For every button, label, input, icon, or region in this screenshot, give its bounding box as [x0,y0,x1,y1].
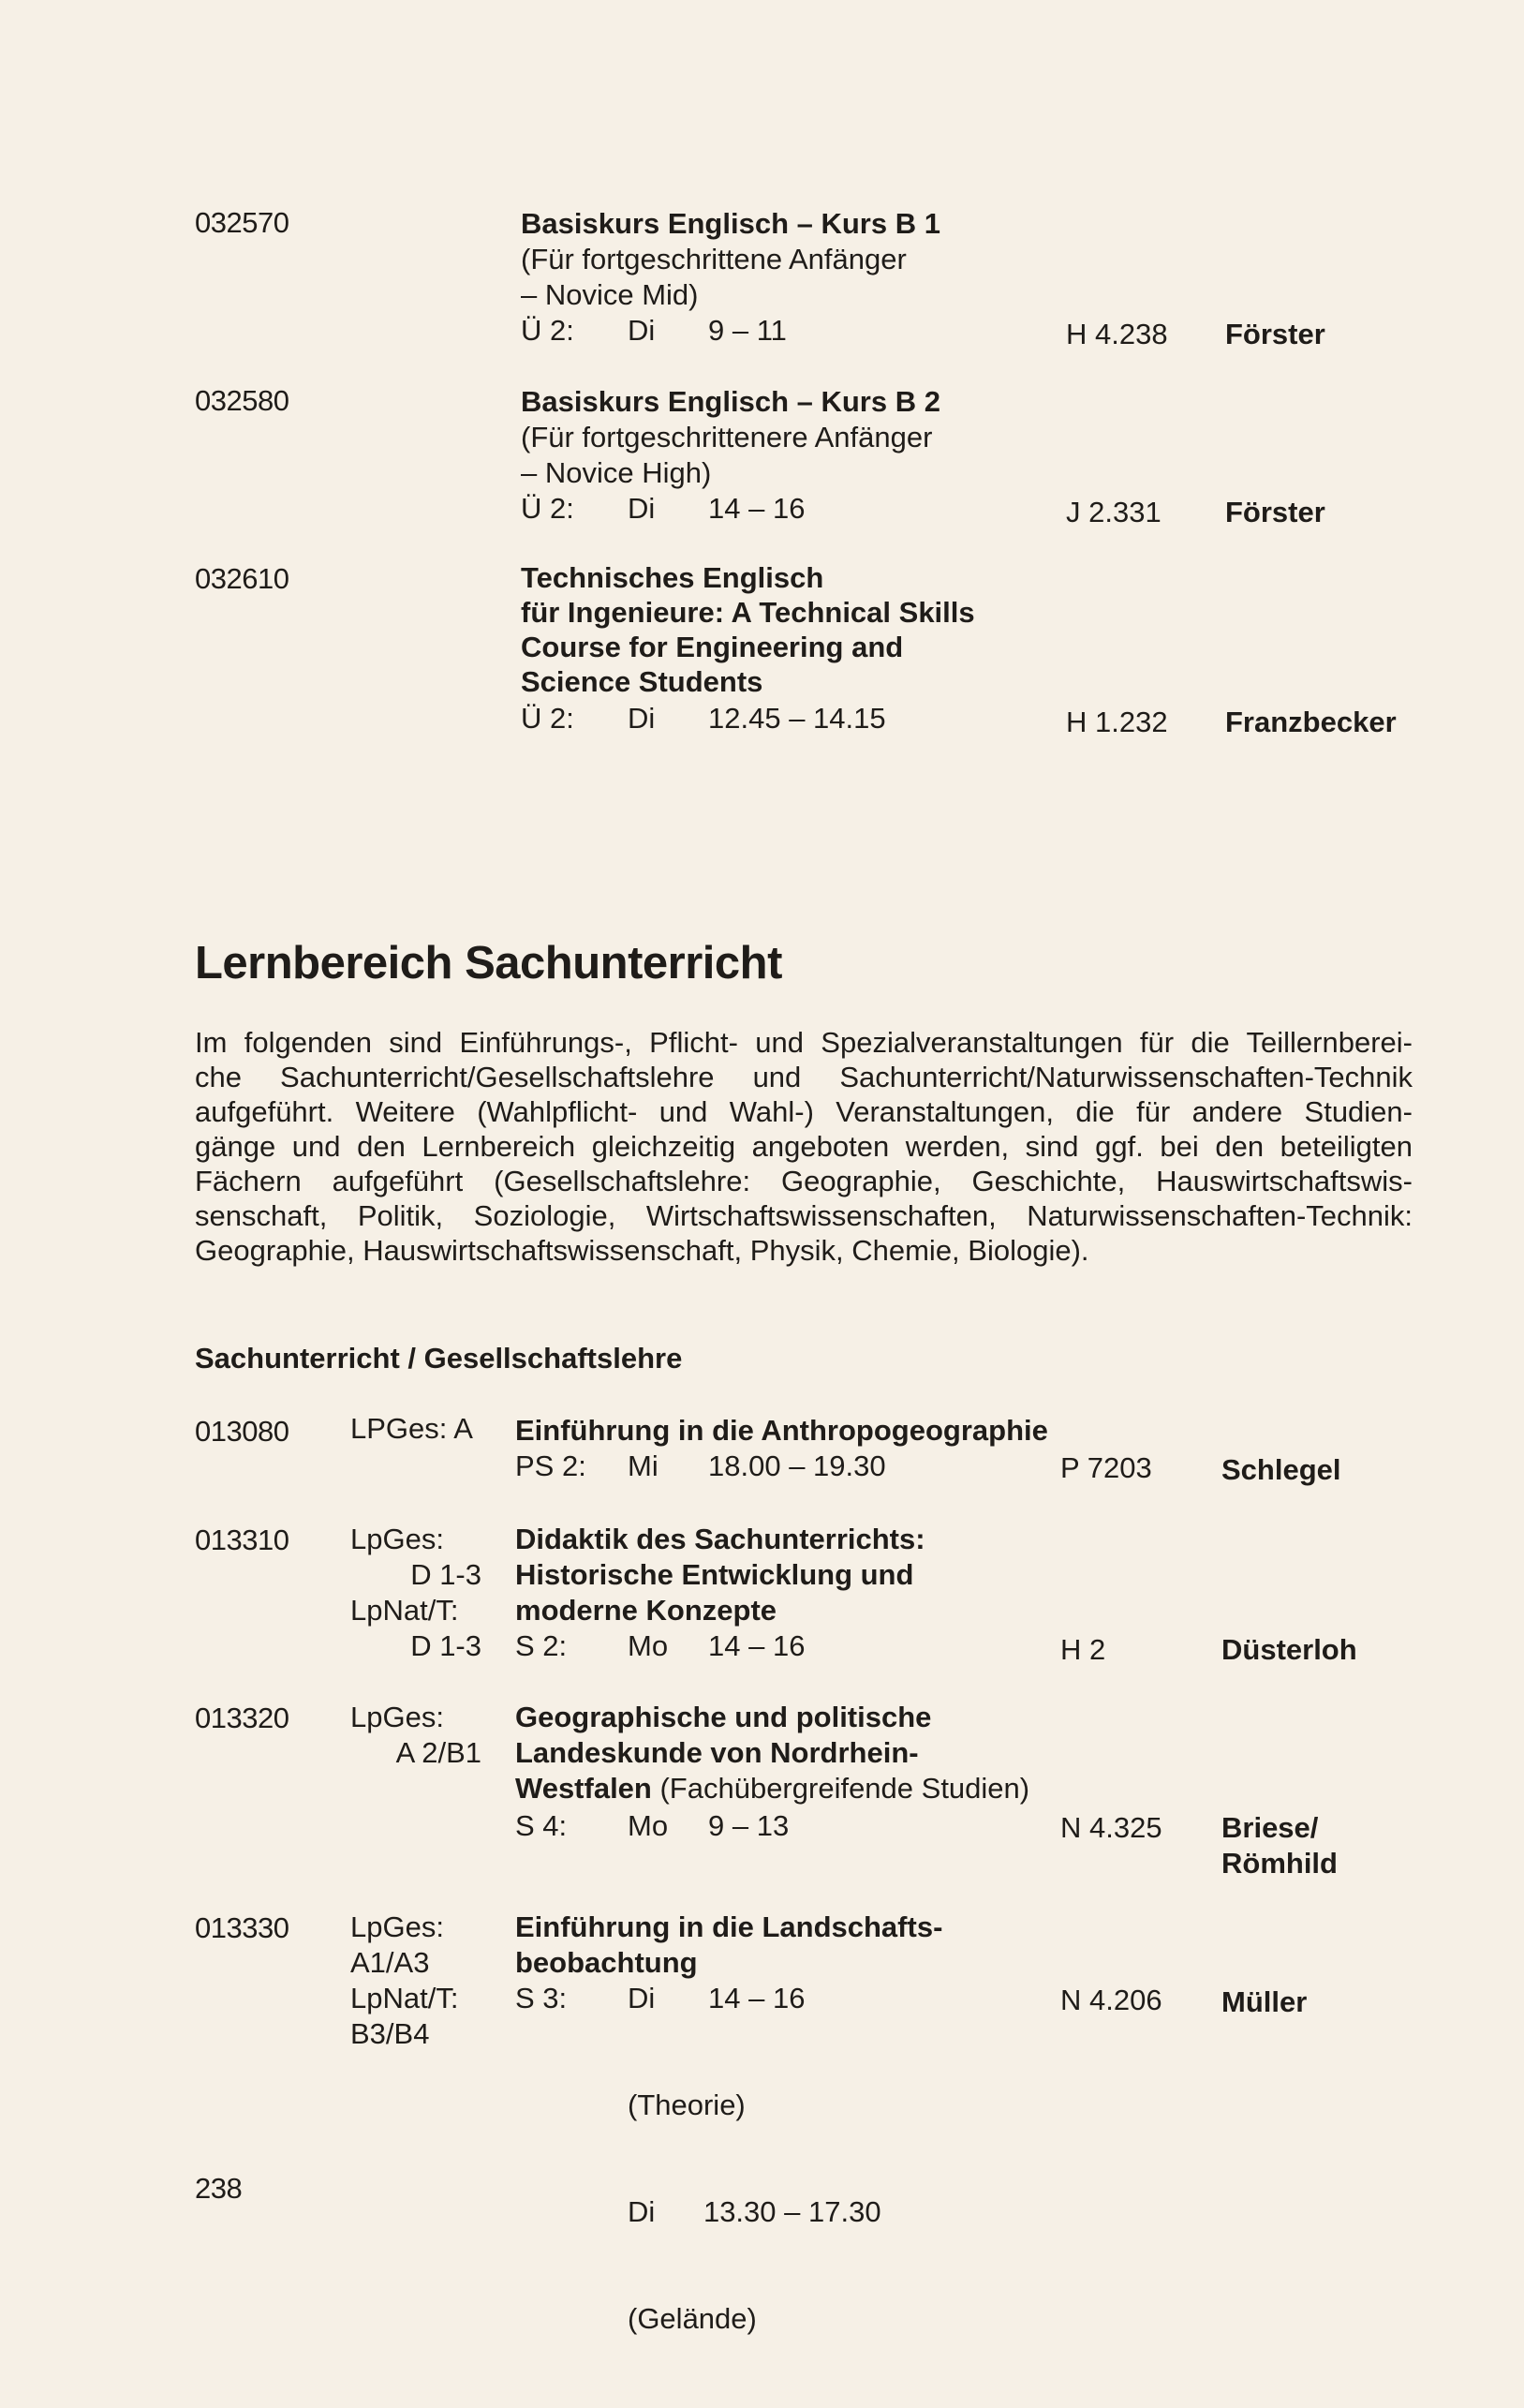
course-description [521,384,940,491]
course-time: 14 – 16 [708,1982,806,2014]
code-line: LpGes: [350,1910,444,1943]
course-room: N 4.325 [1060,1811,1162,1844]
course-lecturer: Düsterloh [1221,1633,1357,1666]
course-type: S 2: [515,1629,568,1662]
course-title: Westfalen [515,1772,652,1805]
code-line: A1/A3 [350,1946,430,1979]
course-code [350,1910,458,2052]
code-line: LpGes: [350,1523,444,1555]
course-code [350,1700,481,1771]
course-title: beobachtung [515,1946,698,1979]
course-type: S 3: [515,1982,568,2014]
section-heading: Lernbereich Sachunterricht [195,938,782,988]
course-time: 18.00 – 19.30 [708,1449,886,1482]
course-title: Landeskunde von Nordrhein- [515,1736,919,1769]
schedule-line: Di 13.30 – 17.30 [628,2195,881,2228]
code-line: D 1-3 [410,1629,481,1662]
course-description [515,1700,1029,1806]
course-day: Di [628,492,656,525]
course-id: 032610 [195,562,289,595]
course-description [521,206,940,313]
course-id: 013080 [195,1415,289,1448]
lecturer-line: Römhild [1221,1847,1338,1880]
course-note: (Fachübergreifende Studien) [651,1772,1030,1805]
intro-line: Geographie, Hauswirtschaftswissenschaft, Physik, Chemie, Biologie). [195,1234,1089,1267]
course-description [521,560,975,699]
course-note: (Für fortgeschrittene Anfänger [521,243,907,275]
intro-line: Fächern aufgeführt (Gesellschaftslehre: Geographie, Geschichte, Hauswirtschaftswis- [195,1165,1413,1197]
course-description [515,1910,942,1981]
course-title: moderne Konzepte [515,1594,777,1627]
course-id: 013320 [195,1702,289,1734]
course-time: 9 – 11 [708,314,787,347]
course-title: Basiskurs Englisch – Kurs B 1 [521,207,940,240]
course-title: Einführung in die Landschafts- [515,1910,943,1943]
course-day: Mo [628,1809,669,1842]
course-title: Course for Engineering and [521,631,904,663]
lecturer-line: Briese/ [1221,1811,1319,1844]
course-title: Science Students [521,665,763,698]
course-id: 032580 [195,384,289,417]
course-title: Historische Entwicklung und [515,1558,914,1591]
course-time: 14 – 16 [708,1629,806,1662]
course-room: H 4.238 [1066,318,1168,350]
course-title: Basiskurs Englisch – Kurs B 2 [521,385,940,418]
course-time: 14 – 16 [708,492,806,525]
course-type: S 4: [515,1809,568,1842]
course-room: H 1.232 [1066,706,1168,738]
course-lecturer [1221,1810,1338,1881]
course-lecturer: Müller [1221,1985,1308,2018]
intro-line: che Sachunterricht/Gesellschaftslehre und Sachunterricht/Naturwissenschaften-Technik [195,1061,1413,1093]
course-extra-schedule [628,2016,881,2408]
course-day: Mo [628,1629,669,1662]
code-line: D 1-3 [410,1558,481,1591]
course-day: Mi [628,1449,658,1482]
course-type: Ü 2: [521,702,574,735]
course-id: 032570 [195,206,289,239]
course-room: J 2.331 [1066,496,1161,528]
course-title: Einführung in die Anthropogeographie [515,1414,1048,1447]
course-time: 9 – 13 [708,1809,790,1842]
schedule-note: (Gelände) [628,2302,757,2335]
course-day: Di [628,314,656,347]
course-title-line [515,1771,1029,1806]
intro-line: gänge und den Lernbereich gleichzeitig angeboten werden, sind ggf. bei den beteiligten [195,1130,1413,1163]
course-time: 12.45 – 14.15 [708,702,886,735]
course-title: für Ingenieure: A Technical Skills [521,596,975,629]
code-line: B3/B4 [350,2017,430,2050]
course-lecturer: Förster [1225,318,1325,350]
course-title: Technisches Englisch [521,561,824,594]
intro-line: Im folgenden sind Einführungs-, Pflicht- und Spezialveranstaltungen für die Teillernberei- [195,1026,1413,1059]
course-id: 013310 [195,1524,289,1556]
course-lecturer: Schlegel [1221,1453,1341,1486]
course-code: LPGes: A [350,1412,473,1445]
intro-line: senschaft, Politik, Soziologie, Wirtschaftswissenschaften, Naturwissenschaften-Technik: [195,1199,1413,1232]
section-intro [195,1025,1413,1268]
code-line: LpNat/T: [350,1594,459,1627]
course-room: N 4.206 [1060,1984,1162,2016]
course-room: P 7203 [1060,1451,1152,1484]
course-room: H 2 [1060,1633,1106,1666]
course-lecturer: Franzbecker [1225,706,1397,738]
subsection-heading: Sachunterricht / Gesellschaftslehre [195,1342,683,1375]
course-note: – Novice Mid) [521,278,699,311]
course-title: Didaktik des Sachunterrichts: [515,1523,925,1555]
course-day: Di [628,702,656,735]
course-type: PS 2: [515,1449,586,1482]
course-type: Ü 2: [521,314,574,347]
schedule-note: (Theorie) [628,2088,746,2121]
course-description [515,1522,925,1628]
code-line: A 2/B1 [395,1736,481,1769]
course-day: Di [628,1982,656,2014]
intro-line: aufgeführt. Weitere (Wahlpflicht- und Wahl-) Veranstaltungen, die für andere Studien- [195,1095,1413,1128]
course-title: Geographische und politische [515,1701,932,1733]
course-id: 013330 [195,1911,289,1944]
course-code [350,1522,481,1664]
course-type: Ü 2: [521,492,574,525]
page-number: 238 [195,2172,243,2205]
course-lecturer: Förster [1225,496,1325,528]
code-line: LpNat/T: [350,1982,459,2014]
course-note: – Novice High) [521,456,712,489]
course-note: (Für fortgeschrittenere Anfänger [521,421,933,453]
code-line: LpGes: [350,1701,444,1733]
